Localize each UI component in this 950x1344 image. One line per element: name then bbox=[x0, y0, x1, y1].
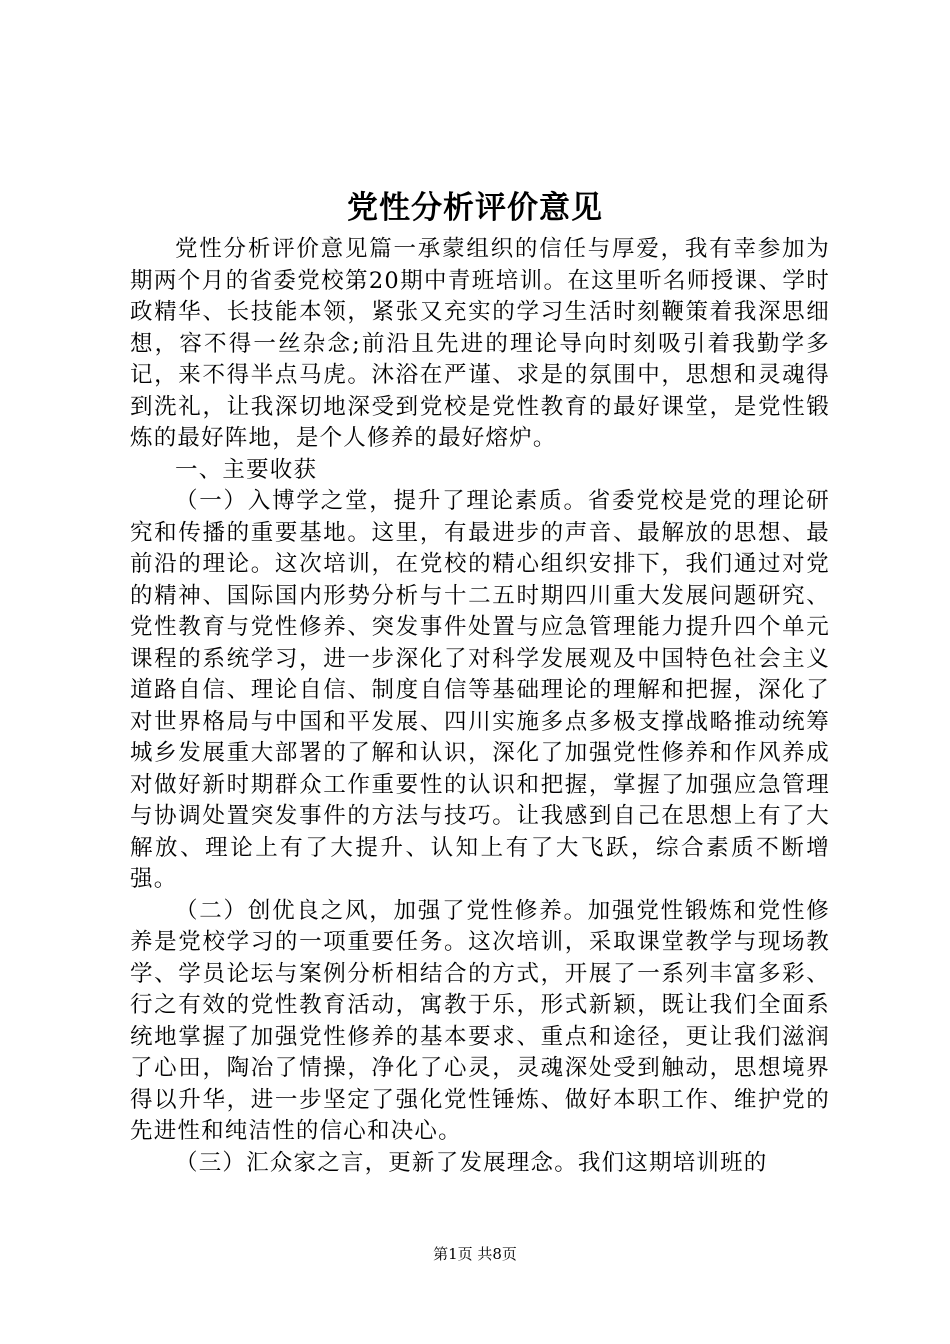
paragraph-intro: 党性分析评价意见篇一承蒙组织的信任与厚爱，我有幸参加为期两个月的省委党校第20期中青班培训。在这里听名师授课、学时政精华、长技能本领，紧张又充实的学习生活时刻鞭策着我深思细想，容不得一丝杂念;前沿且先进的理论导向时刻吸引着我勤学多记，来不得半点马虎。沐浴在严谨、求是的氛围中，思想和灵魂得到洗礼，让我深切地深受到党校是党性教育的最好课堂，是党性锻炼的最好阵地，是个人修养的最好熔炉。 bbox=[130, 236, 830, 451]
paragraph-gain-3: （三）汇众家之言，更新了发展理念。我们这期培训班的 bbox=[175, 1149, 768, 1176]
page-footer: 第1页 共8页 bbox=[433, 1245, 517, 1263]
paragraph-gain-2: （二）创优良之风，加强了党性修养。加强党性锻炼和党性修养是党校学习的一项重要任务。这次培训，采取课堂教学与现场教学、学员论坛与案例分析相结合的方式，开展了一系列丰富多彩、行之有效的党性教育活动，寓教于乐，形式新颖，既让我们全面系统地掌握了加强党性修养的基本要求、重点和途径，更让我们滋润了心田，陶冶了情操，净化了心灵，灵魂深处受到触动，思想境界得以升华，进一步坚定了强化党性锤炼、做好本职工作、维护党的先进性和纯洁性的信心和决心。 bbox=[130, 897, 830, 1144]
paragraph-gain-1: （一）入博学之堂，提升了理论素质。省委党校是党的理论研究和传播的重要基地。这里，有最进步的声音、最解放的思想、最前沿的理论。这次培训，在党校的精心组织安排下，我们通过对党的精神、国际国内形势分析与十二五时期四川重大发展问题研究、党性教育与党性修养、突发事件处置与应急管理能力提升四个单元课程的系统学习，进一步深化了对科学发展观及中国特色社会主义道路自信、理论自信、制度自信等基础理论的理解和把握，深化了对世界格局与中国和平发展、四川实施多点多极支撑战略推动统筹城乡发展重大部署的了解和认识，深化了加强党性修养和作风养成对做好新时期群众工作重要性的认识和把握，掌握了加强应急管理与协调处置突发事件的方法与技巧。让我感到自己在思想上有了大解放、理论上有了大提升、认知上有了大飞跃，综合素质不断增强。 bbox=[130, 488, 830, 892]
document-title: 党性分析评价意见 bbox=[347, 190, 603, 226]
document-body bbox=[130, 234, 830, 1179]
section-heading-main-gains: 一、主要收获 bbox=[175, 456, 318, 483]
